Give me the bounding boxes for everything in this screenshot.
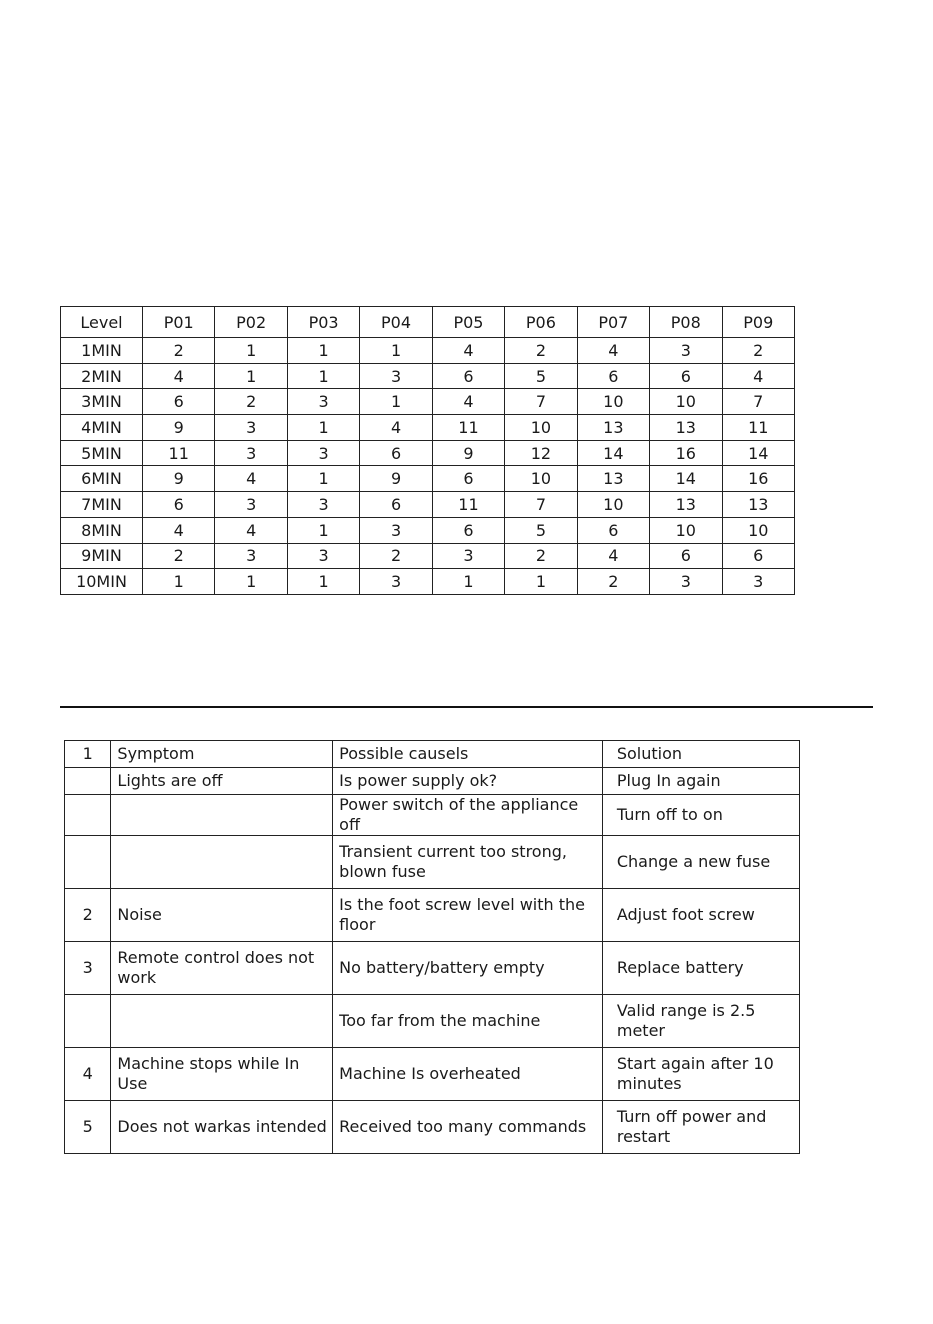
value-cell: 3 <box>215 415 287 441</box>
cause-cell: Received too many commands <box>333 1101 603 1154</box>
value-cell: 3 <box>215 440 287 466</box>
header-cell: P05 <box>432 307 504 338</box>
header-cell: P02 <box>215 307 287 338</box>
level-cell: 10MIN <box>61 569 143 595</box>
value-cell: 1 <box>287 363 359 389</box>
symptom-cell: Remote control does not work <box>111 942 333 995</box>
row-number: 4 <box>65 1048 111 1101</box>
level-cell: 8MIN <box>61 517 143 543</box>
level-cell: 4MIN <box>61 415 143 441</box>
symptom-cell: Lights are off <box>111 768 333 795</box>
value-cell: 3 <box>287 492 359 518</box>
value-cell: 6 <box>432 517 504 543</box>
value-cell: 9 <box>360 466 432 492</box>
value-cell: 6 <box>722 543 795 569</box>
value-cell: 4 <box>577 338 649 364</box>
value-cell: 10 <box>722 517 795 543</box>
value-cell: 14 <box>577 440 649 466</box>
value-cell: 4 <box>215 517 287 543</box>
value-cell: 13 <box>650 492 722 518</box>
header-cell: P06 <box>505 307 577 338</box>
value-cell: 1 <box>215 363 287 389</box>
value-cell: 1 <box>360 389 432 415</box>
value-cell: 10 <box>577 389 649 415</box>
value-cell: 3 <box>287 543 359 569</box>
level-cell: 7MIN <box>61 492 143 518</box>
header-cell: Level <box>61 307 143 338</box>
level-table-header-row <box>61 307 795 338</box>
solution-cell: Adjust foot screw <box>602 889 799 942</box>
value-cell: 3 <box>215 543 287 569</box>
value-cell: 14 <box>722 440 795 466</box>
table-row <box>61 363 795 389</box>
value-cell: 2 <box>143 543 215 569</box>
value-cell: 3 <box>360 569 432 595</box>
value-cell: 14 <box>650 466 722 492</box>
value-cell: 5 <box>505 517 577 543</box>
header-cell: P08 <box>650 307 722 338</box>
value-cell: 10 <box>650 517 722 543</box>
solution-cell: Change a new fuse <box>602 836 799 889</box>
table-row <box>65 741 800 768</box>
symptom-cell: Does not warkas intended <box>111 1101 333 1154</box>
value-cell: 2 <box>505 338 577 364</box>
table-row <box>61 569 795 595</box>
value-cell: 7 <box>505 389 577 415</box>
value-cell: 6 <box>143 389 215 415</box>
table-row <box>61 338 795 364</box>
level-table-body <box>61 338 795 595</box>
value-cell: 2 <box>143 338 215 364</box>
level-cell: 5MIN <box>61 440 143 466</box>
value-cell: 4 <box>432 389 504 415</box>
table-row <box>65 1101 800 1154</box>
value-cell: 2 <box>215 389 287 415</box>
row-number: 5 <box>65 1101 111 1154</box>
solution-cell: Start again after 10 minutes <box>602 1048 799 1101</box>
value-cell: 16 <box>650 440 722 466</box>
value-cell: 10 <box>650 389 722 415</box>
symptom-cell <box>111 836 333 889</box>
symptom-cell <box>111 995 333 1048</box>
value-cell: 1 <box>287 338 359 364</box>
troubleshooting-table-body <box>65 741 800 1154</box>
value-cell: 4 <box>360 415 432 441</box>
value-cell: 3 <box>360 363 432 389</box>
value-cell: 2 <box>360 543 432 569</box>
table-row <box>61 389 795 415</box>
cause-cell: Possible causels <box>333 741 603 768</box>
value-cell: 4 <box>722 363 795 389</box>
value-cell: 1 <box>215 338 287 364</box>
value-cell: 9 <box>143 415 215 441</box>
table-row <box>65 836 800 889</box>
row-number <box>65 768 111 795</box>
value-cell: 3 <box>287 389 359 415</box>
value-cell: 3 <box>360 517 432 543</box>
header-cell: P04 <box>360 307 432 338</box>
table-row <box>65 795 800 836</box>
value-cell: 4 <box>143 517 215 543</box>
header-cell: P07 <box>577 307 649 338</box>
value-cell: 4 <box>143 363 215 389</box>
row-number: 3 <box>65 942 111 995</box>
value-cell: 1 <box>143 569 215 595</box>
table-row <box>61 492 795 518</box>
level-cell: 2MIN <box>61 363 143 389</box>
table-row <box>65 768 800 795</box>
value-cell: 3 <box>287 440 359 466</box>
cause-cell: Power switch of the appliance off <box>333 795 603 836</box>
value-cell: 6 <box>650 363 722 389</box>
header-cell: P09 <box>722 307 795 338</box>
value-cell: 6 <box>432 466 504 492</box>
row-number <box>65 995 111 1048</box>
row-number <box>65 795 111 836</box>
solution-cell: Valid range is 2.5 meter <box>602 995 799 1048</box>
value-cell: 9 <box>432 440 504 466</box>
cause-cell: Is power supply ok? <box>333 768 603 795</box>
value-cell: 1 <box>215 569 287 595</box>
value-cell: 6 <box>650 543 722 569</box>
symptom-cell: Symptom <box>111 741 333 768</box>
table-row <box>61 517 795 543</box>
value-cell: 13 <box>650 415 722 441</box>
table-row <box>65 995 800 1048</box>
solution-cell: Turn off power and restart <box>602 1101 799 1154</box>
solution-cell: Turn off to on <box>602 795 799 836</box>
value-cell: 1 <box>287 569 359 595</box>
value-cell: 6 <box>577 363 649 389</box>
value-cell: 1 <box>360 338 432 364</box>
value-cell: 7 <box>722 389 795 415</box>
value-cell: 4 <box>577 543 649 569</box>
value-cell: 3 <box>215 492 287 518</box>
value-cell: 4 <box>432 338 504 364</box>
symptom-cell <box>111 795 333 836</box>
table-row <box>61 543 795 569</box>
value-cell: 11 <box>432 492 504 518</box>
value-cell: 1 <box>432 569 504 595</box>
level-cell: 6MIN <box>61 466 143 492</box>
value-cell: 12 <box>505 440 577 466</box>
header-cell: P03 <box>287 307 359 338</box>
value-cell: 11 <box>722 415 795 441</box>
value-cell: 6 <box>143 492 215 518</box>
value-cell: 3 <box>650 569 722 595</box>
cause-cell: Transient current too strong, blown fuse <box>333 836 603 889</box>
level-cell: 3MIN <box>61 389 143 415</box>
value-cell: 2 <box>577 569 649 595</box>
section-divider <box>60 706 873 708</box>
table-row <box>61 415 795 441</box>
value-cell: 3 <box>722 569 795 595</box>
value-cell: 2 <box>505 543 577 569</box>
solution-cell: Replace battery <box>602 942 799 995</box>
row-number: 1 <box>65 741 111 768</box>
value-cell: 6 <box>360 440 432 466</box>
table-row <box>61 466 795 492</box>
level-cell: 1MIN <box>61 338 143 364</box>
solution-cell: Plug In again <box>602 768 799 795</box>
value-cell: 13 <box>577 415 649 441</box>
value-cell: 11 <box>432 415 504 441</box>
value-cell: 6 <box>360 492 432 518</box>
row-number <box>65 836 111 889</box>
value-cell: 11 <box>143 440 215 466</box>
cause-cell: No battery/battery empty <box>333 942 603 995</box>
value-cell: 10 <box>505 415 577 441</box>
symptom-cell: Machine stops while In Use <box>111 1048 333 1101</box>
value-cell: 10 <box>577 492 649 518</box>
value-cell: 16 <box>722 466 795 492</box>
value-cell: 9 <box>143 466 215 492</box>
level-cell: 9MIN <box>61 543 143 569</box>
value-cell: 6 <box>432 363 504 389</box>
value-cell: 10 <box>505 466 577 492</box>
solution-cell: Solution <box>602 741 799 768</box>
cause-cell: Too far from the machine <box>333 995 603 1048</box>
table-row <box>61 440 795 466</box>
value-cell: 1 <box>287 466 359 492</box>
value-cell: 13 <box>577 466 649 492</box>
symptom-cell: Noise <box>111 889 333 942</box>
value-cell: 6 <box>577 517 649 543</box>
level-table <box>60 306 795 595</box>
value-cell: 2 <box>722 338 795 364</box>
table-row <box>65 1048 800 1101</box>
value-cell: 3 <box>432 543 504 569</box>
value-cell: 1 <box>287 517 359 543</box>
troubleshooting-table <box>64 740 800 1154</box>
cause-cell: Machine Is overheated <box>333 1048 603 1101</box>
value-cell: 7 <box>505 492 577 518</box>
cause-cell: Is the foot screw level with the floor <box>333 889 603 942</box>
header-cell: P01 <box>143 307 215 338</box>
value-cell: 3 <box>650 338 722 364</box>
value-cell: 4 <box>215 466 287 492</box>
value-cell: 13 <box>722 492 795 518</box>
table-row <box>65 889 800 942</box>
value-cell: 1 <box>505 569 577 595</box>
row-number: 2 <box>65 889 111 942</box>
value-cell: 1 <box>287 415 359 441</box>
value-cell: 5 <box>505 363 577 389</box>
table-row <box>65 942 800 995</box>
